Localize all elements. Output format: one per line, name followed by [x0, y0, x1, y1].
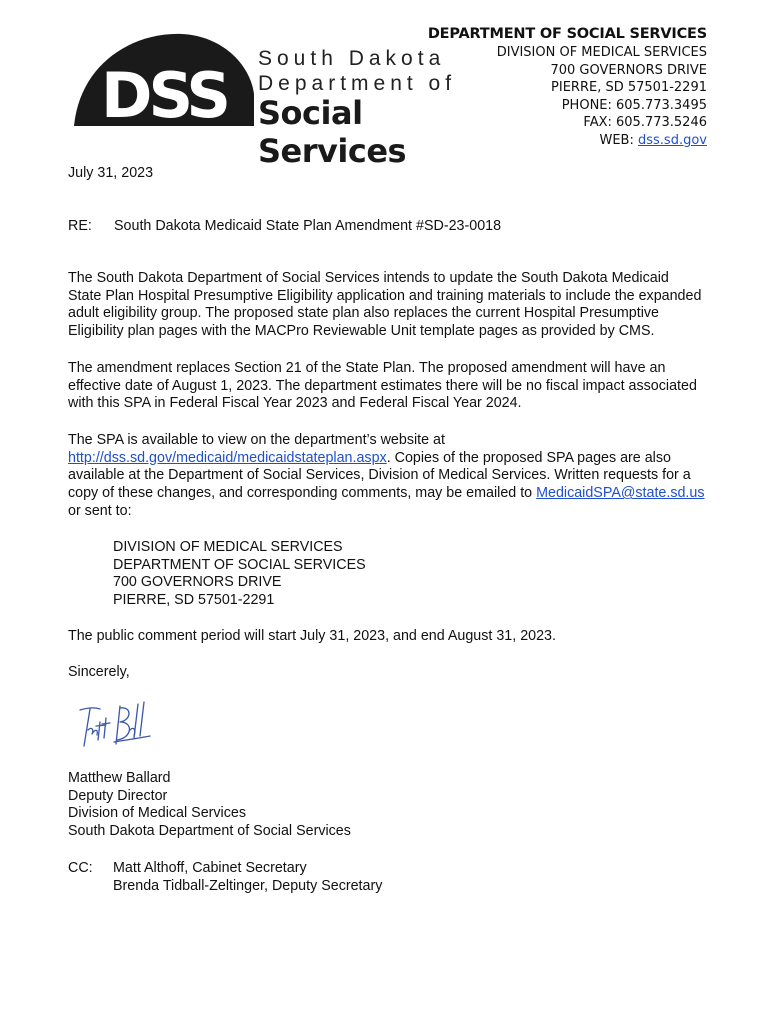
- re-text: South Dakota Medicaid State Plan Amendment #SD-23-0018: [114, 218, 502, 234]
- logo-line-department: Department of: [258, 72, 457, 95]
- letterhead-street: 700 GOVERNORS DRIVE: [550, 62, 707, 78]
- paragraph-comment-period: The public comment period will start July 31, 2023, and end August 31, 2023.: [68, 628, 556, 644]
- address-line: DEPARTMENT OF SOCIAL SERVICES: [113, 556, 366, 573]
- paragraph-intro: [68, 270, 748, 341]
- paragraph-line: adult eligibility group. The proposed state plan also replaces the current Hospital Presumptive: [68, 305, 660, 322]
- letterhead-fax: FAX: 605.773.5246: [583, 115, 707, 130]
- signer-block: [68, 770, 748, 841]
- logo-line-social-services: Social Services: [258, 94, 407, 170]
- address-line: DIVISION OF MEDICAL SERVICES: [113, 539, 343, 555]
- cc-recipient: Matt Althoff, Cabinet Secretary: [113, 860, 307, 876]
- signer-division: Division of Medical Services: [68, 805, 246, 822]
- cc-block: [68, 860, 748, 895]
- letter-date: July 31, 2023: [68, 165, 154, 181]
- letterhead-department: DEPARTMENT OF SOCIAL SERVICES: [427, 26, 707, 42]
- web-label: WEB:: [599, 132, 634, 148]
- letterhead-contact: [428, 24, 707, 149]
- web-link[interactable]: dss.sd.gov: [638, 132, 707, 148]
- paragraph-text: . Copies of the proposed SPA pages are also: [386, 449, 671, 466]
- letterhead-phone: PHONE: 605.773.3495: [561, 97, 707, 113]
- paragraph-line: available at the Department of Social Services, Division of Medical Services. Written requests for a: [68, 467, 691, 484]
- dss-logo-mark: [72, 24, 257, 134]
- paragraph-line: State Plan Hospital Presumptive Eligibility application and training materials to include the expanded: [68, 287, 702, 304]
- address-line: PIERRE, SD 57501-2291: [113, 592, 275, 609]
- paragraph-line: effective date of August 1, 2023. The department estimates there will be no fiscal impact associated: [68, 377, 697, 394]
- paragraph-text: copy of these changes, and corresponding comments, may be emailed to: [68, 485, 537, 502]
- paragraph-line: Eligibility plan pages with the MACPro Reviewable Unit template pages as provided by CMS.: [68, 323, 655, 340]
- letterhead-city: PIERRE, SD 57501-2291: [551, 80, 707, 95]
- paragraph-availability: [68, 432, 748, 521]
- logo-line-state: South Dakota: [258, 47, 446, 70]
- state-plan-link[interactable]: http://dss.sd.gov/medicaid/medicaidstateplan.aspx: [68, 449, 387, 466]
- re-label: RE:: [68, 218, 92, 234]
- signer-name: Matthew Ballard: [68, 770, 171, 786]
- paragraph-line: [68, 485, 748, 503]
- paragraph-line: or sent to:: [68, 502, 132, 519]
- email-link[interactable]: MedicaidSPA@state.sd.us: [536, 485, 705, 502]
- address-line: 700 GOVERNORS DRIVE: [113, 574, 282, 591]
- subject-line: [68, 218, 748, 236]
- paragraph-line: with this SPA in Federal Fiscal Year 2023 and Federal Fiscal Year 2024.: [68, 395, 522, 412]
- paragraph-line: The South Dakota Department of Social Services intends to update the South Dakota Medicaid: [68, 270, 669, 286]
- mailing-address: [113, 539, 366, 610]
- paragraph-amendment: [68, 360, 748, 413]
- signer-department: South Dakota Department of Social Services: [68, 823, 351, 840]
- cc-label: CC:: [68, 860, 93, 876]
- handwritten-signature: [76, 700, 156, 756]
- cc-recipient: Brenda Tidball-Zeltinger, Deputy Secretary: [113, 877, 383, 894]
- signer-title: Deputy Director: [68, 787, 168, 804]
- paragraph-line: The amendment replaces Section 21 of the State Plan. The proposed amendment will have an: [68, 360, 666, 376]
- paragraph-line: [68, 450, 748, 468]
- letterhead-web: [428, 132, 707, 150]
- letterhead-division: DIVISION OF MEDICAL SERVICES: [496, 45, 707, 60]
- closing: Sincerely,: [68, 664, 130, 680]
- logo-abbrev: DSS: [101, 59, 227, 132]
- paragraph-line: The SPA is available to view on the department’s website at: [68, 432, 445, 448]
- cc-line: [68, 860, 748, 878]
